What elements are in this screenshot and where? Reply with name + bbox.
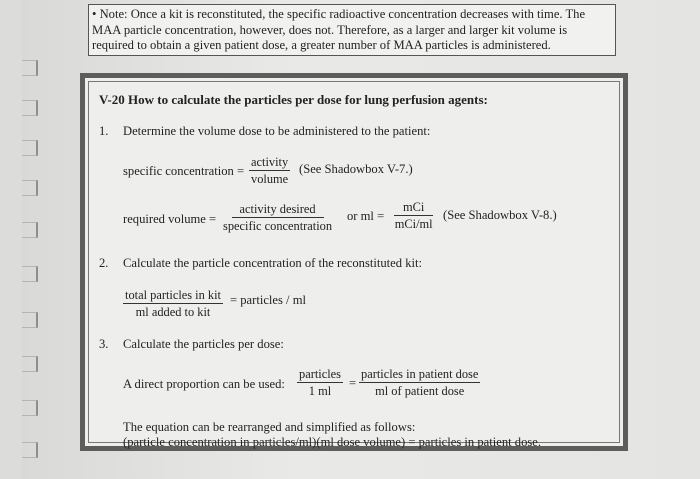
fraction xyxy=(297,367,343,398)
shadowbox xyxy=(80,73,628,451)
note-body: Note: Once a kit is reconstituted, the specific radioactive concentration decreases with time. The MAA particle concentration, however, does not. Therefore, as a larger and larger kit volume is required to obtain a given patient dose, a greater number of MAA particles is administered. xyxy=(92,7,586,53)
numerator: particles in patient dose xyxy=(361,367,479,381)
note-bullet: • xyxy=(92,7,97,21)
equation-or: or ml = xyxy=(347,209,385,223)
step-number: 2. xyxy=(99,256,109,270)
denominator: volume xyxy=(251,172,289,186)
note-box xyxy=(88,4,616,56)
denominator: ml added to kit xyxy=(135,305,211,319)
binding-tab xyxy=(22,312,38,328)
equation-lhs: required volume = xyxy=(123,212,217,226)
binding-tab xyxy=(22,400,38,416)
step-number: 3. xyxy=(99,337,109,351)
equation-lhs: A direct proportion can be used: xyxy=(123,377,285,391)
binding-tab xyxy=(22,222,38,238)
numerator: mCi xyxy=(394,200,433,216)
fraction xyxy=(394,200,433,231)
binding-tab xyxy=(22,60,38,76)
closing-equation: (particle concentration in particles/ml)(ml dose volume) = particles in patient dose. xyxy=(123,435,542,449)
numerator: total particles in kit xyxy=(125,288,222,302)
reference: (See Shadowbox V-8.) xyxy=(443,208,557,222)
binding-tab xyxy=(22,180,38,196)
equation-lhs: specific concentration = xyxy=(123,164,245,178)
step-text: Calculate the particle concentration of the reconstituted kit: xyxy=(123,256,422,270)
fraction xyxy=(359,367,480,398)
binding-tab xyxy=(22,442,38,458)
binding-tab xyxy=(22,356,38,372)
equals-sign: = xyxy=(349,376,357,390)
numerator: activity xyxy=(251,155,289,169)
binding-tab xyxy=(22,140,38,156)
reference: (See Shadowbox V-7.) xyxy=(299,162,413,176)
closing-line: The equation can be rearranged and simplified as follows: xyxy=(123,420,416,434)
binding-tab xyxy=(22,100,38,116)
denominator: 1 ml xyxy=(308,384,332,398)
numerator: particles xyxy=(299,367,341,381)
step-text: Determine the volume dose to be administered to the patient: xyxy=(123,124,431,138)
denominator: mCi/ml xyxy=(394,217,433,231)
numerator: activity desired xyxy=(232,202,324,218)
equation-rhs: = particles / ml xyxy=(230,293,306,307)
fraction xyxy=(223,202,332,233)
fraction xyxy=(249,155,290,186)
denominator: specific concentration xyxy=(223,219,333,233)
denominator: ml of patient dose xyxy=(375,384,465,398)
binding-tab xyxy=(22,266,38,282)
step-number: 1. xyxy=(99,124,109,138)
shadowbox-title: V-20 How to calculate the particles per dose for lung perfusion agents: xyxy=(99,92,488,107)
shadowbox-inner xyxy=(88,81,620,449)
step-text: Calculate the particles per dose: xyxy=(123,337,284,351)
note-text xyxy=(92,7,612,54)
fraction xyxy=(123,288,223,319)
